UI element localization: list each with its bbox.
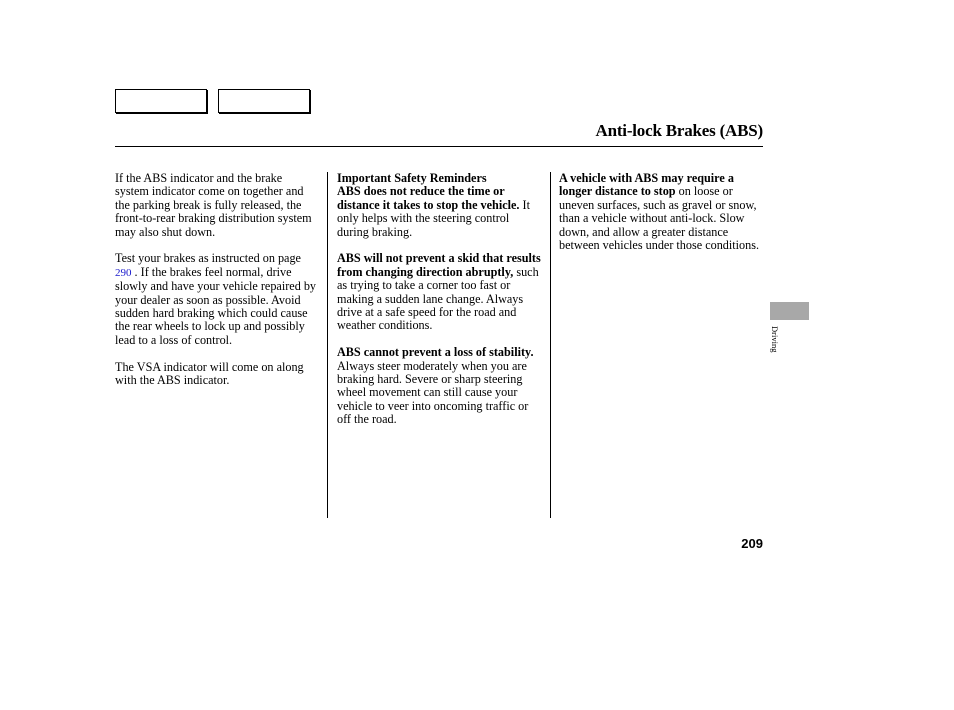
col2-p2-text: such as trying to take a corner too fast or making a sudden lane change. Always drive at a safe speed for the road and weather conditions. xyxy=(337,264,539,333)
col2-p1-text: It only helps with the steering control during braking. xyxy=(337,197,530,239)
page-title: Anti-lock Brakes (ABS) xyxy=(595,121,763,140)
nav-button-next[interactable] xyxy=(218,89,310,113)
page-reference-link[interactable]: 290 xyxy=(115,266,132,279)
section-label xyxy=(770,326,782,366)
safety-reminders-heading: Important Safety Reminders xyxy=(337,171,487,185)
col2-paragraph-1 xyxy=(337,172,541,239)
col1-paragraph-1: If the ABS indicator and the brake system indicator come on together and the parking break is fully released, the front-to-rear braking distribution system may also shut down. xyxy=(115,171,312,239)
column-1 xyxy=(115,172,319,401)
col3-p1-bold: A vehicle with ABS may require a longer distance to stop xyxy=(559,171,734,199)
section-label-text: Driving xyxy=(770,326,780,353)
col2-p1-bold: ABS does not reduce the time or distance it takes to stop the vehicle. xyxy=(337,184,520,212)
col1-paragraph-2 xyxy=(115,252,319,347)
col1-p2-text-after: . If the brakes feel normal, drive slowly and have your vehicle repaired by your dealer as soon as possible. Avoid sudden hard braking which could cause the rear wheels to lock up and possibly lead to a loss of control. xyxy=(115,264,317,347)
col1-p2-text-before: Test your brakes as instructed on page xyxy=(115,251,301,266)
col1-paragraph-3: The VSA indicator will come on along with the ABS indicator. xyxy=(115,359,304,388)
column-divider-2 xyxy=(550,172,551,518)
col2-p3-text: Always steer moderately when you are braking hard. Severe or sharp steering wheel movement can still cause your vehicle to veer into oncoming traffic or off the road. xyxy=(337,358,529,427)
col2-paragraph-3 xyxy=(337,346,541,426)
page-number: 209 xyxy=(741,536,763,551)
col3-paragraph-1 xyxy=(559,172,763,252)
section-tab[interactable] xyxy=(770,302,809,320)
column-divider-1 xyxy=(327,172,328,518)
nav-button-previous[interactable] xyxy=(115,89,207,113)
col2-paragraph-2 xyxy=(337,252,541,332)
col2-p2-bold: ABS will not prevent a skid that results from changing direction abruptly, xyxy=(337,251,541,279)
header-rule xyxy=(115,146,763,147)
column-3 xyxy=(559,172,763,266)
col2-p3-bold: ABS cannot prevent a loss of stability. xyxy=(337,345,534,360)
col3-p1-text: on loose or uneven surfaces, such as gravel or snow, than a vehicle without anti-lock. Slow down, and allow a greater distance between vehicles under those conditions. xyxy=(559,184,760,253)
column-2 xyxy=(337,172,541,440)
